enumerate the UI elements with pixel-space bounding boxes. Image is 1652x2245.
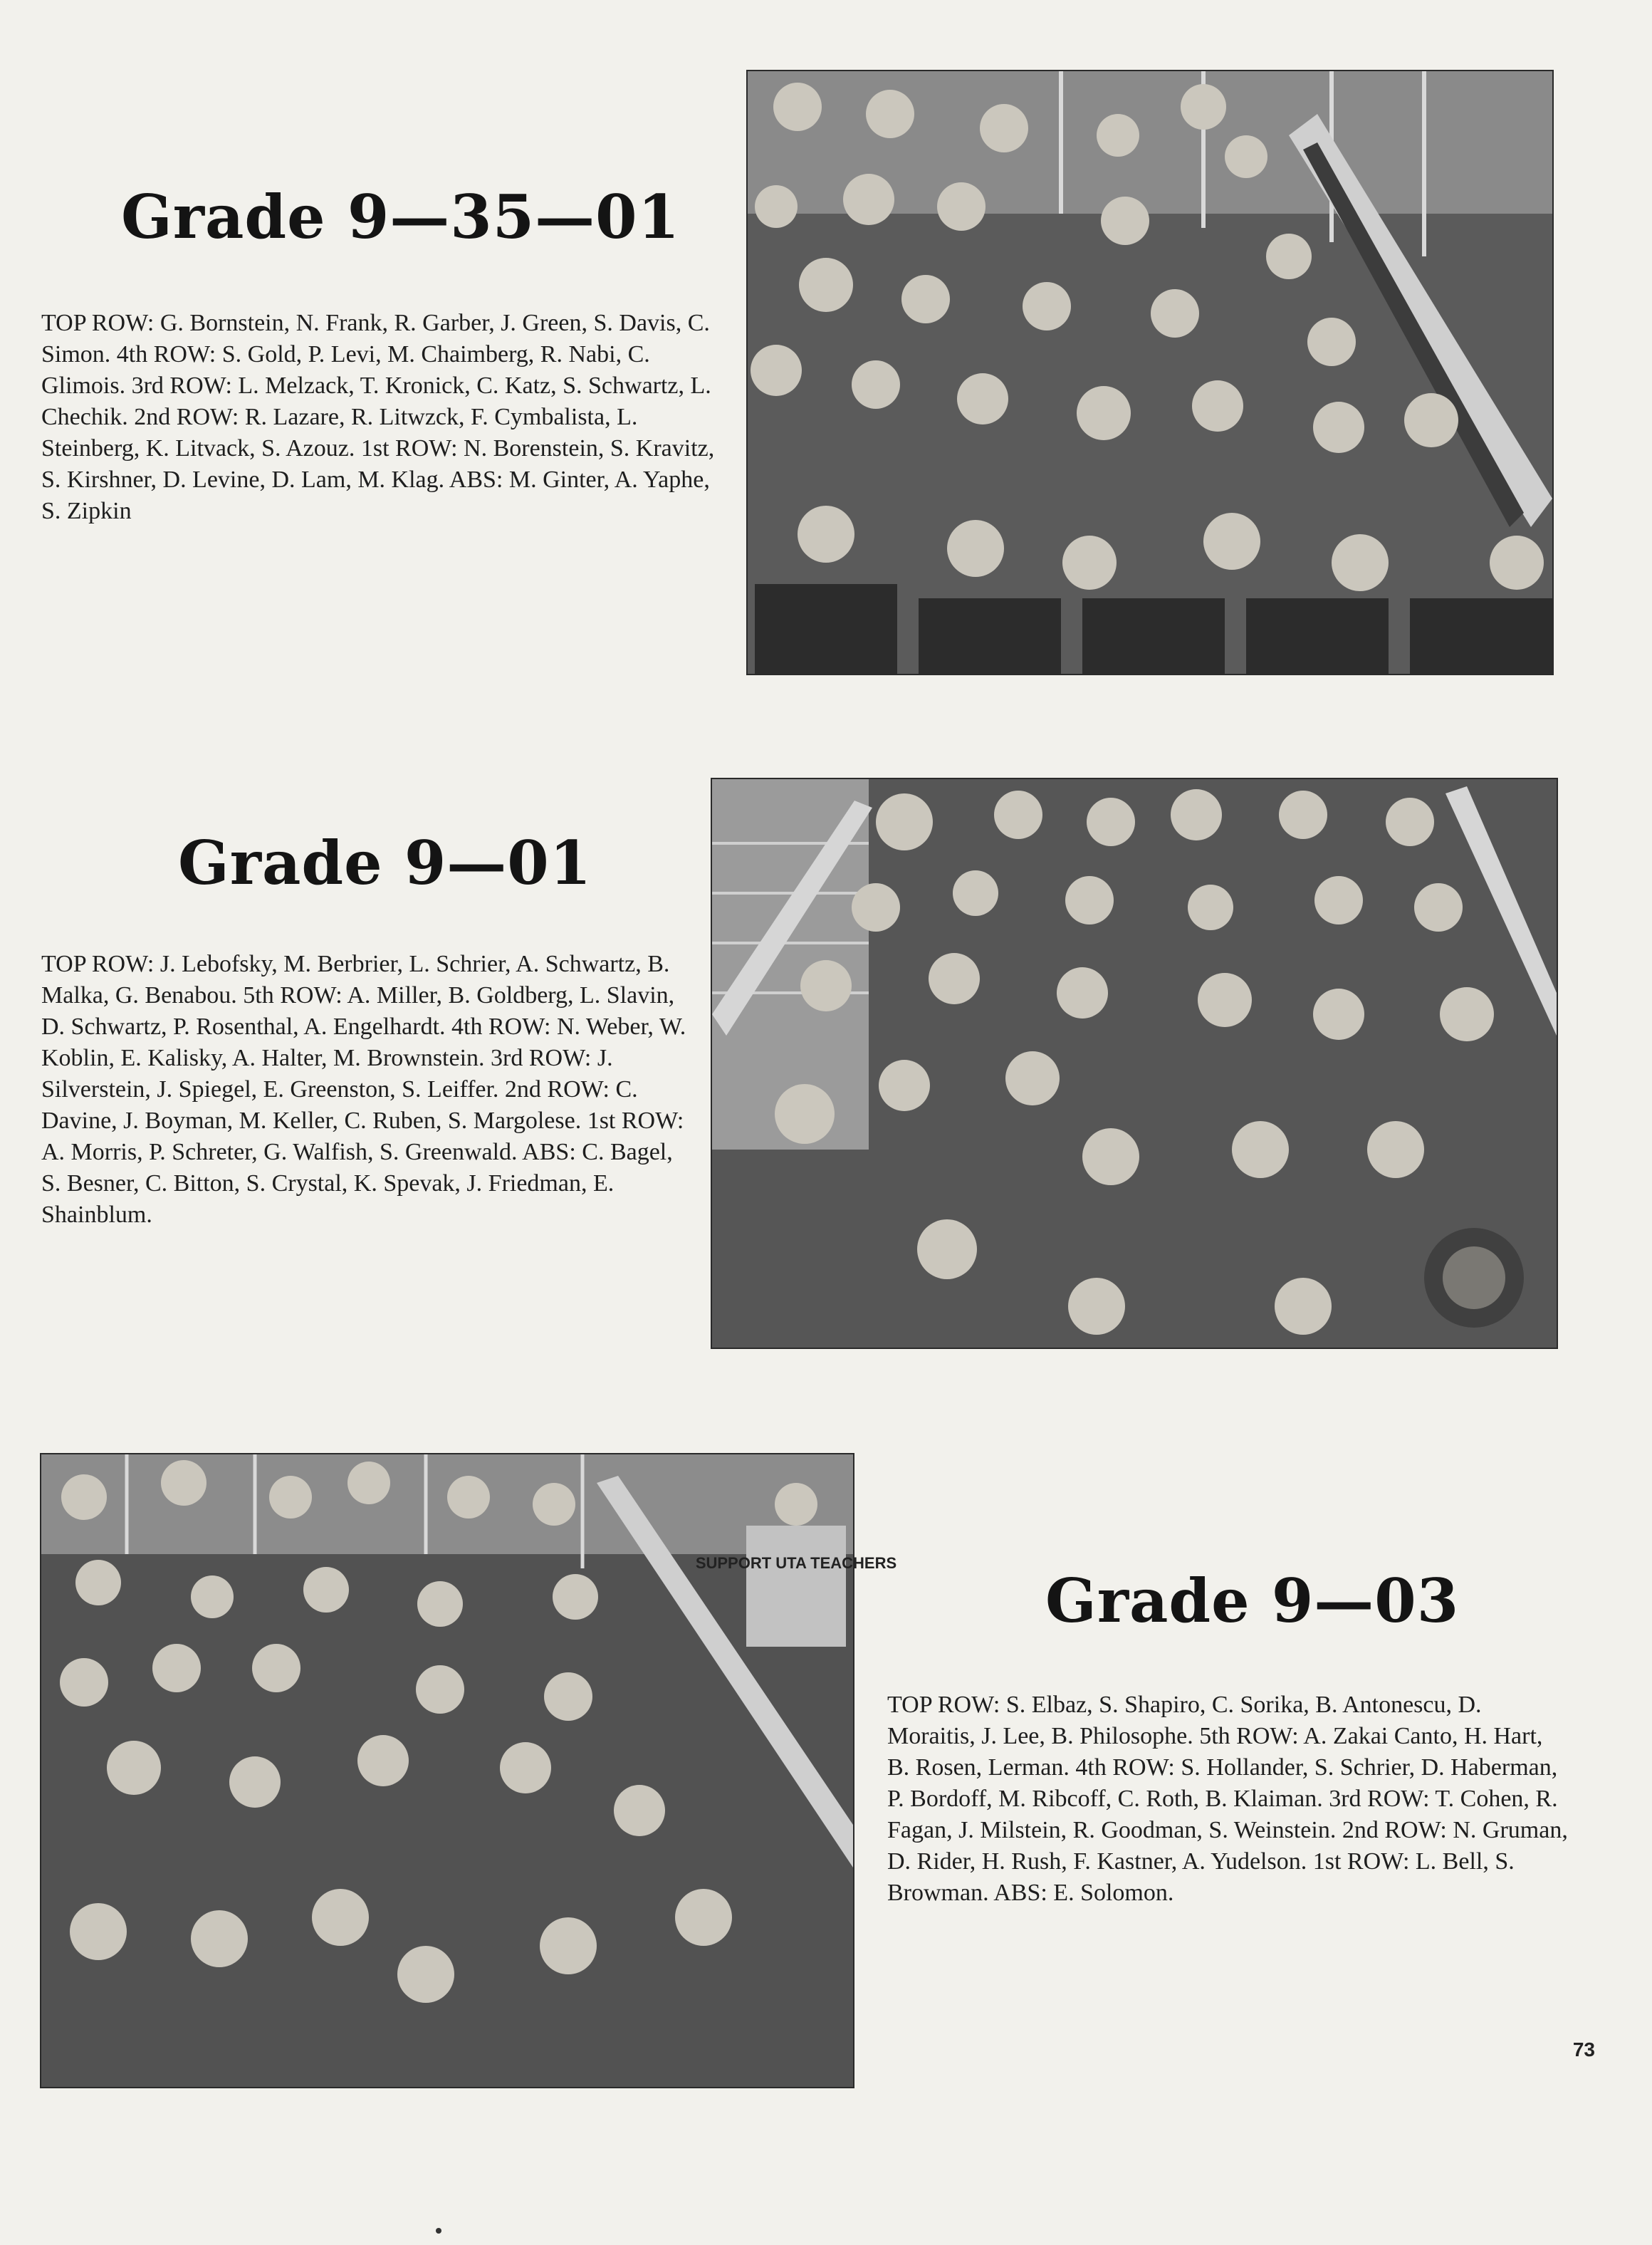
print-speck: [436, 2228, 441, 2234]
section-title-grade-9-03: Grade 9—03: [1045, 1566, 1460, 1636]
caption-text: TOP ROW: J. Lebofsky, M. Berbrier, L. Schrier, A. Schwartz, B. Malka, G. Benabou. 5th ROW: A. Miller, B. Goldberg, L. Slavin, D. Schwartz, P. Rosenthal, A. Engelhardt. 4th ROW: N. Weber, W. Koblin, E. Kalisky, A. Halter, M. Brownstein. 3rd ROW: J. Silverstein, J. Spiegel, E. Greenston, S. Leiffer. 2nd ROW: C. Davine, J. Boyman, M. Keller, C. Ruben, S. Margolese. 1st ROW: A. Morris, P. Schreter, G. Walfish, S. Greenwald. ABS: C. Bagel, S. Besner, C. Bitton, S. Crystal, K. Spevak, J. Friedman, E. Shainblum.: [41, 951, 686, 1228]
class-photo-grade-9-01: [711, 778, 1558, 1349]
section-title-grade-9-35-01: Grade 9—35—01: [121, 182, 681, 252]
caption-text: TOP ROW: S. Elbaz, S. Shapiro, C. Sorika, B. Antonescu, D. Moraitis, J. Lee, B. Philosophe. 5th ROW: A. Zakai Canto, H. Hart, B. Rosen, Lerman. 4th ROW: S. Hollander, S. Schrier, D. Haberman, P. Bordoff, M. Ribcoff, C. Roth, B. Klaiman. 3rd ROW: T. Cohen, R. Fagan, J. Milstein, R. Goodman, S. Weinstein. 2nd ROW: N. Gruman, D. Rider, H. Rush, F. Kastner, A. Yudelson. 1st ROW: L. Bell, S. Browman. ABS: E. Solomon.: [887, 1692, 1568, 1906]
section-caption-grade-9-35-01: [41, 308, 718, 527]
class-photo-grade-9-03: [40, 1453, 897, 2088]
page-number: 73: [1572, 2038, 1595, 2061]
section-caption-grade-9-03: [887, 1689, 1571, 1909]
section-title-grade-9-01: Grade 9—01: [178, 828, 592, 898]
class-photo-grade-9-35-01: [746, 70, 1554, 675]
caption-text: TOP ROW: G. Bornstein, N. Frank, R. Garber, J. Green, S. Davis, C. Simon. 4th ROW: S. Gold, P. Levi, M. Chaimberg, R. Nabi, C. Glimois. 3rd ROW: L. Melzack, T. Kronick, C. Katz, S. Schwartz, L. Chechik. 2nd ROW: R. Lazare, R. Litwzck, F. Cymbalista, L. Steinberg, K. Litvack, S. Azouz. 1st ROW: N. Borenstein, S. Kravitz, S. Kirshner, D. Levine, D. Lam, M. Klag. ABS: M. Ginter, A. Yaphe, S. Zipkin: [41, 310, 715, 524]
section-caption-grade-9-01: [41, 949, 689, 1231]
shirt-text: SUPPORT UTA TEACHERS: [695, 1554, 897, 1572]
